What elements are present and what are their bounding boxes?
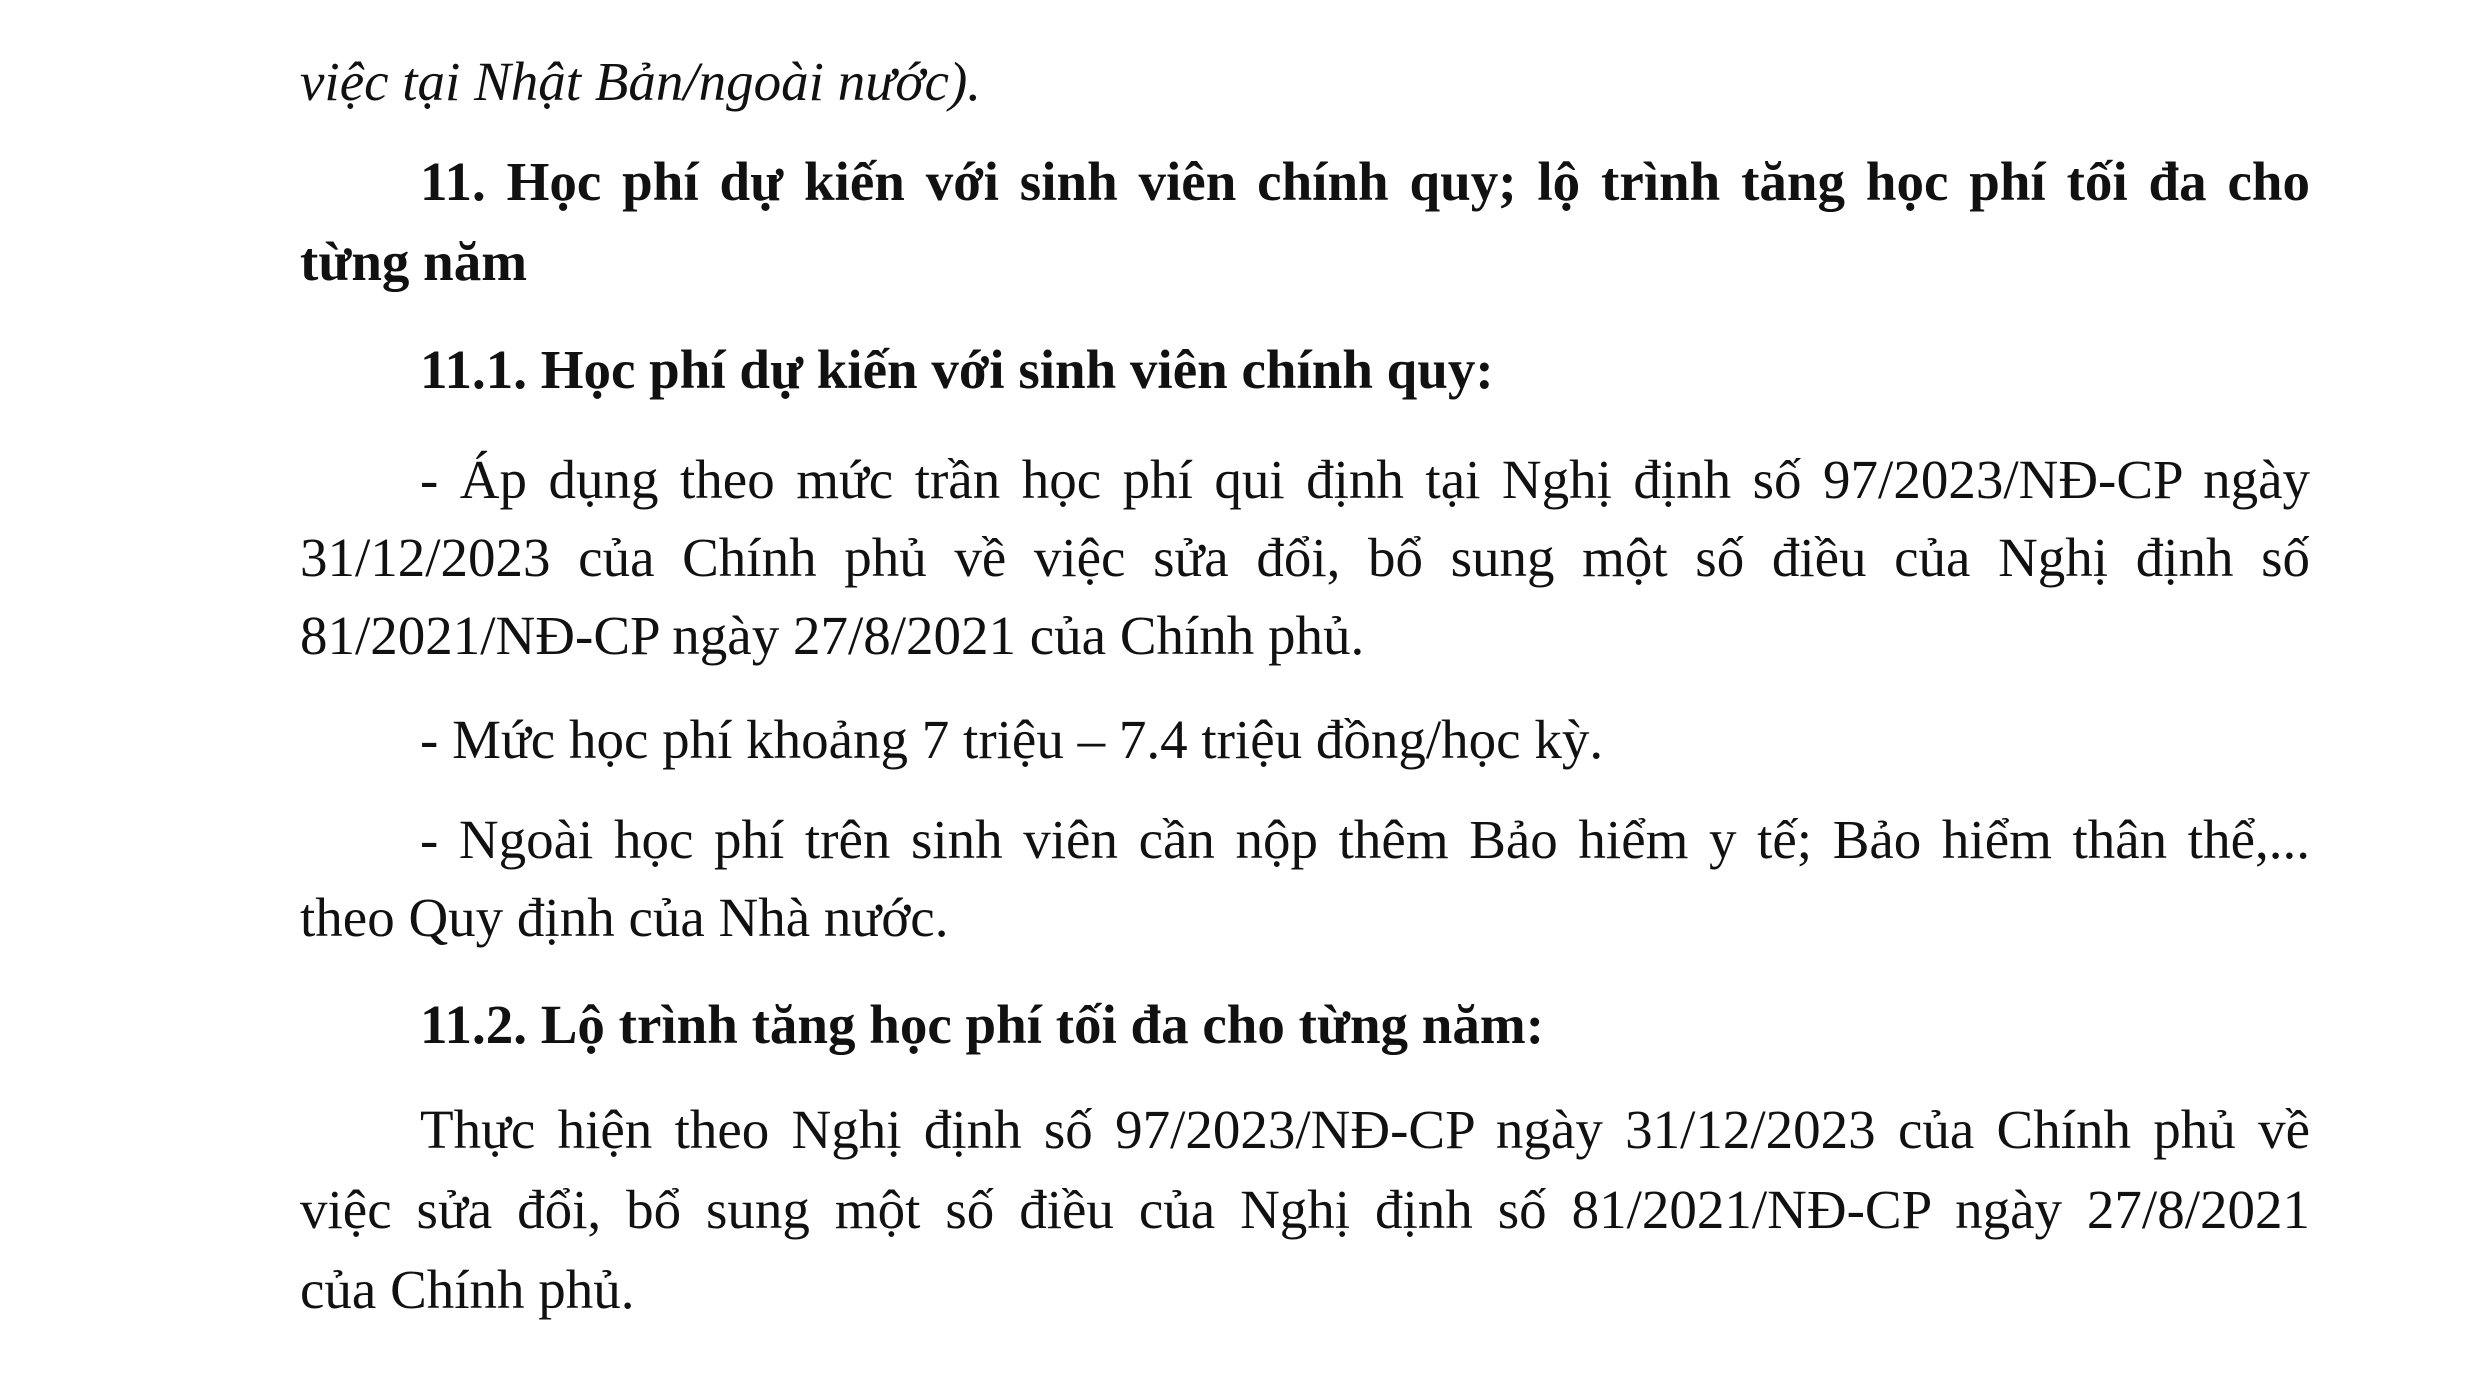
section-11-2-paragraph-line-3: của Chính phủ.: [300, 1259, 635, 1320]
bullet-1-line-3: 81/2021/NĐ-CP ngày 27/8/2021 của Chính phủ.: [300, 605, 1365, 666]
section-11-2-paragraph-line-1: Thực hiện theo Nghị định số 97/2023/NĐ-CP ngày 31/12/2023 của Chính phủ về: [420, 1099, 2310, 1160]
section-11-2-paragraph-line-2: việc sửa đổi, bổ sung một số điều của Nghị định số 81/2021/NĐ-CP ngày 27/8/2021: [300, 1179, 2310, 1240]
bullet-1-line-1: - Áp dụng theo mức trần học phí qui định tại Nghị định số 97/2023/NĐ-CP ngày: [420, 449, 2310, 510]
section-11-2-heading: 11.2. Lộ trình tăng học phí tối đa cho từng năm:: [420, 994, 1545, 1055]
bullet-3-line-2: theo Quy định của Nhà nước.: [300, 887, 949, 948]
bullet-1-line-2: 31/12/2023 của Chính phủ về việc sửa đổi, bổ sung một số điều của Nghị định số: [300, 527, 2310, 588]
bullet-3-line-1: - Ngoài học phí trên sinh viên cần nộp thêm Bảo hiểm y tế; Bảo hiểm thân thể,...: [420, 809, 2310, 870]
section-11-1-heading: 11.1. Học phí dự kiến với sinh viên chính quy:: [420, 339, 1494, 400]
continuation-line: việc tại Nhật Bản/ngoài nước).: [300, 51, 982, 112]
section-11-heading-line-2: từng năm: [300, 231, 528, 292]
bullet-2-line-1: - Mức học phí khoảng 7 triệu – 7.4 triệu đồng/học kỳ.: [420, 709, 1604, 770]
section-11-heading-line-1: 11. Học phí dự kiến với sinh viên chính quy; lộ trình tăng học phí tối đa cho: [420, 151, 2310, 212]
